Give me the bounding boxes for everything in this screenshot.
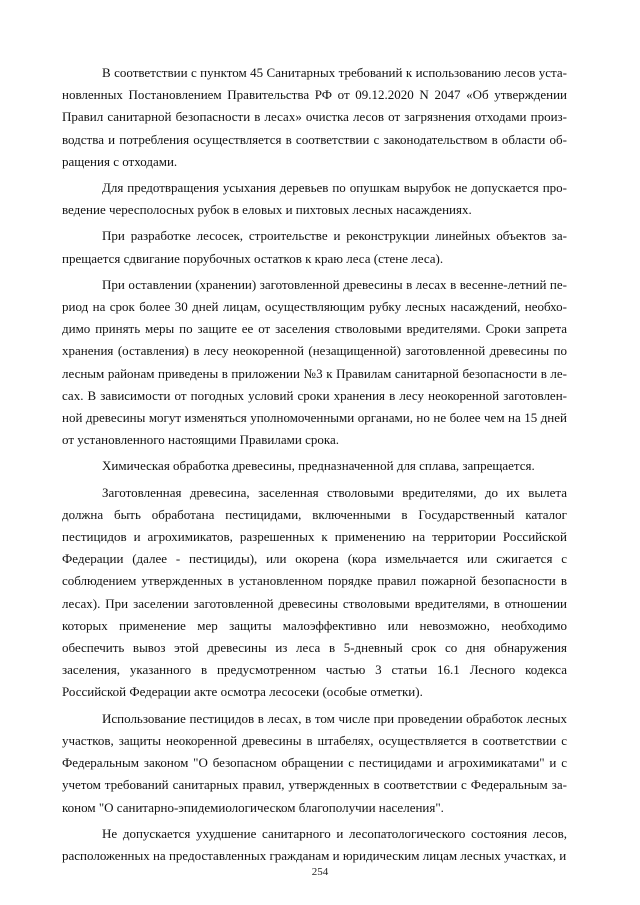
paragraph-waste-cleanup: В соответствии с пунктом 45 Санитарных требований к использованию лесов установленных Постановлением Правительства РФ от 09.12.2020 N 2047 «Об утверждении Правил санитарной безопасности в лесах» очистка лесов от загрязнения отходами производства и потребления осуществляется в соответствии с законодательством в области обращения с отходами. <box>62 65 567 169</box>
paragraph-drying-prevention: Для предотвращения усыхания деревьев по опушкам вырубок не допускается проведение чересполосных рубок в еловых и пихтовых лесных насаждениях. <box>62 180 567 218</box>
paragraph-pesticide-use: Использование пестицидов в лесах, в том числе при проведении обработок лесных участков, защиты неокоренной древесины в штабелях, осуществляется в соответствии с Федеральным законом "О безопасном обращении с пестицидами и агрохимикатами" и с учетом требований санитарных правил, утвержденных в соответствии с Федеральным законом "О санитарно-эпидемиологическом благополучии населения". <box>62 710 567 815</box>
page-number: 254 <box>311 866 329 878</box>
paragraph-condition-deterioration: Не допускается ухудшение санитарного и лесопатологического состояния лесов, расположенных на предоставленных гражданам и юридическим лицам лесных участках, и <box>62 825 567 863</box>
paragraph-chemical-treatment: Химическая обработка древесины, предназначенной для сплава, запрещается. <box>102 458 535 474</box>
paragraph-logging-residue: При разработке лесосек, строительстве и реконструкции линейных объектов запрещается сдвигание порубочных остатков к краю леса (стене леса). <box>62 228 567 266</box>
paragraph-timber-storage: При оставлении (хранении) заготовленной древесины в лесах в весенне-летний период на срок более 30 дней лицам, осуществляющим рубку лесных насаждений, необходимо принять меры по защите ее от заселения стволовыми вредителями. Сроки запрета хранения (оставления) в лесу неокоренной (незащищенной) заготовленной древесины по лесным районам приведены в приложении №3 к Правилам санитарной безопасности в лесах. В зависимости от погодных условий сроки хранения в лесу неокоренной заготовленной древесины могут изменяться уполномоченными органами, но не более чем на 15 дней от установленного настоящими Правилами срока. <box>62 276 567 448</box>
paragraph-infested-timber: Заготовленная древесина, заселенная стволовыми вредителями, до их вылета должна быть обработана пестицидами, включенными в Государственный каталог пестицидов и агрохимикатов, разрешенных к применению на территории Российской Федерации (далее - пестициды), или окорена (кора измельчается или сжигается с соблюдением утвержденных в установленном порядке правил пожарной безопасности в лесах). При заселении заготовленной древесины стволовыми вредителями, в отношении которых применение мер защиты малоэффективно или невозможно, необходимо обеспечить вывоз этой древесины из леса в 5-дневный срок со дня обнаружения заселения, указанного в предусмотренном частью 3 статьи 16.1 Лесного кодекса Российской Федерации акте осмотра лесосеки (особые отметки). <box>62 484 567 700</box>
document-body <box>62 62 567 871</box>
